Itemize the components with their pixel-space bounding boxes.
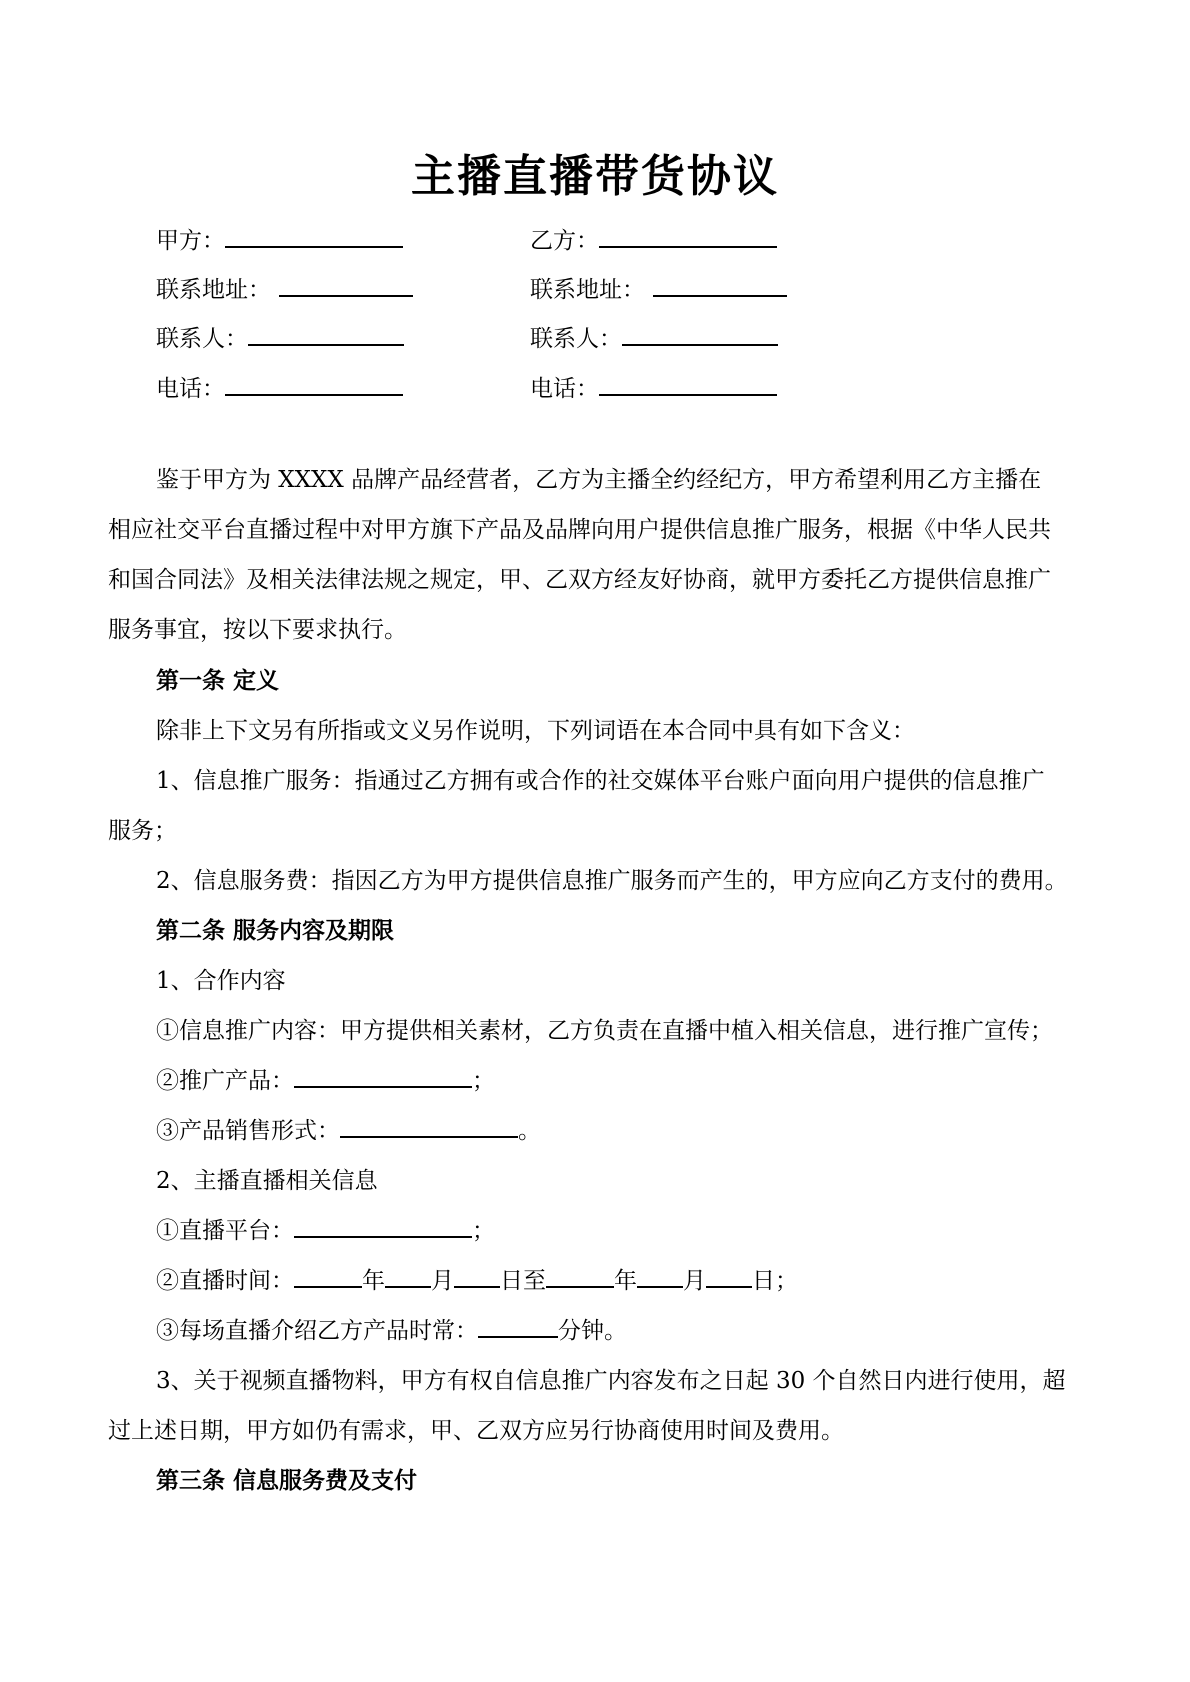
article-3-heading: 第三条 信息服务费及支付 [156,1468,418,1494]
intro-duration-label: ③每场直播介绍乙方产品时常： [156,1318,478,1344]
party-b-address-blank [653,271,787,297]
party-a-address-field [156,271,413,308]
article-1-lead: 除非上下文另有所指或文义另作说明，下列词语在本合同中具有如下含义： [156,718,915,744]
intro-line-4: 服务事宜，按以下要求执行。 [108,617,407,643]
party-b-field [530,222,777,259]
start-day-unit: 日至 [500,1268,546,1294]
start-year-unit: 年 [362,1268,385,1294]
end-year-blank [546,1264,614,1288]
party-a-phone-blank [225,370,403,396]
start-month-unit: 月 [431,1268,454,1294]
party-a-phone-field [156,370,403,407]
article-2-sub-2-a [156,1213,495,1249]
party-a-contact-field [156,320,404,357]
party-a-phone-label: 电话： [156,376,225,402]
promo-product-blank [294,1064,472,1088]
party-a-field [156,222,403,259]
party-a-address-blank [279,271,413,297]
sales-form-end: 。 [518,1118,541,1144]
end-month-unit: 月 [683,1268,706,1294]
live-platform-label: ①直播平台： [156,1218,294,1244]
party-a-address-label: 联系地址： [156,277,271,303]
live-platform-blank [294,1214,472,1238]
article-1-item-1-line-2: 服务； [108,818,177,844]
article-2-heading: 第二条 服务内容及期限 [156,918,395,944]
article-2-sub-3-line-2: 过上述日期，甲方如仍有需求，甲、乙双方应另行协商使用时间及费用。 [108,1418,844,1444]
article-2-sub-2-c [156,1313,627,1349]
party-b-address-label: 联系地址： [530,277,645,303]
intro-line-3: 和国合同法》及相关法律法规之规定，甲、乙双方经友好协商，就甲方委托乙方提供信息推广 [108,567,1051,593]
party-b-contact-blank [622,320,778,346]
article-2-sub-1-a: ①信息推广内容：甲方提供相关素材，乙方负责在直播中植入相关信息，进行推广宣传； [156,1018,1053,1044]
article-2-sub-2: 2、主播直播相关信息 [156,1168,378,1194]
article-2-sub-1-c [156,1113,541,1149]
party-a-label: 甲方： [156,228,225,254]
article-2-sub-3-line-1: 3、关于视频直播物料，甲方有权自信息推广内容发布之日起 30 个自然日内进行使用，超 [156,1368,1066,1394]
end-day-blank [706,1264,752,1288]
intro-line-2: 相应社交平台直播过程中对甲方旗下产品及品牌向用户提供信息推广服务，根据《中华人民共 [108,517,1051,543]
end-day-unit: 日； [752,1268,798,1294]
article-2-sub-1-b [156,1063,495,1099]
party-row-address [0,271,1190,311]
party-b-contact-label: 联系人： [530,326,622,352]
party-a-contact-label: 联系人： [156,326,248,352]
intro-line-1: 鉴于甲方为 XXXX 品牌产品经营者，乙方为主播全约经纪方，甲方希望利用乙方主播在 [156,467,1042,493]
document-title: 主播直播带货协议 [411,151,779,202]
article-1-item-1-line-1: 1、信息推广服务：指通过乙方拥有或合作的社交媒体平台账户面向用户提供的信息推广 [156,768,1045,794]
intro-duration-blank [478,1314,558,1338]
party-b-phone-blank [599,370,777,396]
start-month-blank [385,1264,431,1288]
sales-form-label: ③产品销售形式： [156,1118,340,1144]
article-2-sub-1: 1、合作内容 [156,968,286,994]
article-2-sub-2-b [156,1263,798,1299]
end-year-unit: 年 [614,1268,637,1294]
party-a-contact-blank [248,320,404,346]
live-platform-end: ； [472,1218,495,1244]
party-a-blank [225,222,403,248]
article-1-heading: 第一条 定义 [156,668,280,694]
party-b-contact-field [530,320,778,357]
start-day-blank [454,1264,500,1288]
party-b-label: 乙方： [530,228,599,254]
end-month-blank [637,1264,683,1288]
promo-product-end: ； [472,1068,495,1094]
party-b-address-field [530,271,787,308]
start-year-blank [294,1264,362,1288]
party-row-contact [0,320,1190,360]
intro-duration-unit: 分钟。 [558,1318,627,1344]
party-b-phone-label: 电话： [530,376,599,402]
party-row-phone [0,370,1190,410]
article-1-item-2: 2、信息服务费：指因乙方为甲方提供信息推广服务而产生的，甲方应向乙方支付的费用。 [156,868,1068,894]
party-b-blank [599,222,777,248]
promo-product-label: ②推广产品： [156,1068,294,1094]
sales-form-blank [340,1114,518,1138]
party-row-name [0,222,1190,262]
live-time-label: ②直播时间： [156,1268,294,1294]
party-b-phone-field [530,370,777,407]
